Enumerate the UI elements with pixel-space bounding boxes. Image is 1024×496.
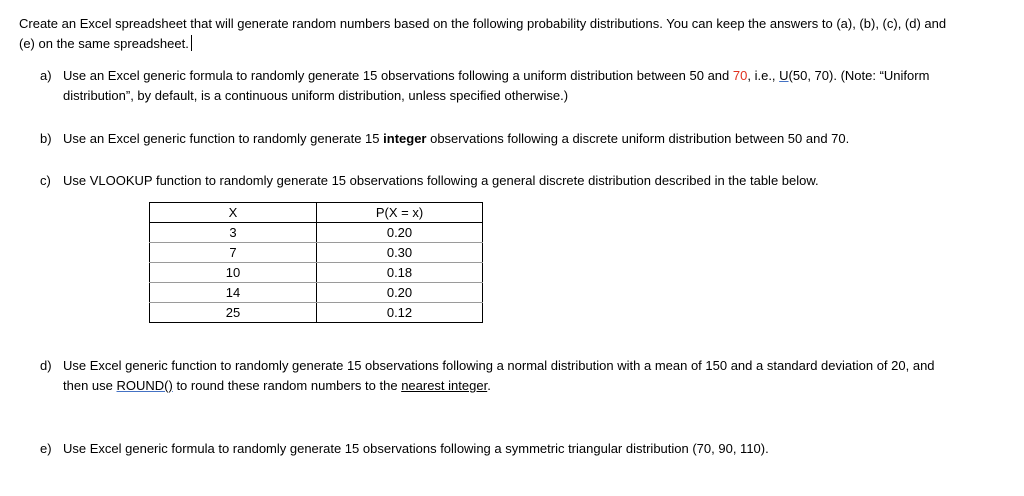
table-cell-p: 0.20: [317, 223, 483, 243]
item-a-post: (50, 70). (Note: “Uniform: [788, 68, 930, 83]
intro-line-2-text: (e) on the same spreadsheet.: [19, 36, 189, 51]
table-row: [150, 243, 483, 263]
table-header-p: P(X = x): [317, 203, 483, 223]
intro-paragraph: [19, 14, 1024, 54]
item-e: [40, 439, 1020, 459]
table-cell-x: 25: [150, 303, 317, 323]
table-cell-p: 0.20: [317, 283, 483, 303]
item-b-label: b): [40, 131, 52, 146]
item-d-post: .: [487, 378, 491, 393]
item-a-line-1: [63, 66, 929, 86]
item-d-mid: to round these random numbers to the: [172, 378, 402, 393]
table-cell-x: 10: [150, 263, 317, 283]
item-d: [40, 356, 1020, 396]
text-cursor: [191, 35, 192, 51]
item-a-u: U: [779, 68, 789, 83]
item-d-line-1: Use Excel generic function to randomly generate 15 observations following a normal distribution with a mean of 150 and a standard deviation of 20, and: [63, 358, 935, 373]
item-a-mid: , i.e.,: [747, 68, 780, 83]
item-c: [40, 171, 1020, 191]
item-a-label: a): [40, 68, 52, 83]
table-row: [150, 303, 483, 323]
table-cell-p: 0.30: [317, 243, 483, 263]
table-row: [150, 223, 483, 243]
distribution-table: [149, 202, 483, 323]
item-d-label: d): [40, 358, 52, 373]
intro-line-2: [19, 34, 1024, 54]
item-d-round: ROUND(): [116, 378, 173, 393]
item-b: [40, 129, 1020, 149]
item-c-label: c): [40, 173, 51, 188]
table-header-row: [150, 203, 483, 223]
item-b-bold: integer: [383, 131, 427, 146]
table-header-x: X: [150, 203, 317, 223]
item-b-text: [63, 129, 849, 149]
table-cell-p: 0.18: [317, 263, 483, 283]
item-a-red-value: 70: [732, 68, 748, 83]
item-d-line-2: [63, 376, 935, 396]
item-e-text: Use Excel generic formula to randomly generate 15 observations following a symmetric triangular distribution (70, 90, 110).: [63, 441, 769, 456]
table-row: [150, 283, 483, 303]
item-d-text: [63, 356, 935, 396]
table-cell-x: 7: [150, 243, 317, 263]
table-cell-p: 0.12: [317, 303, 483, 323]
item-d-nearest: nearest integer: [401, 378, 488, 393]
item-e-label: e): [40, 441, 52, 456]
item-a-pre: Use an Excel generic formula to randomly generate 15 observations following a uniform distribution between 50 and: [63, 68, 733, 83]
item-b-post: observations following a discrete uniform distribution between 50 and 70.: [426, 131, 850, 146]
item-a-text: [63, 66, 929, 106]
intro-line-1: Create an Excel spreadsheet that will generate random numbers based on the following probability distributions. You can keep the answers to (a), (b), (c), (d) and: [19, 16, 947, 31]
table-row: [150, 263, 483, 283]
table-cell-x: 14: [150, 283, 317, 303]
table-cell-x: 3: [150, 223, 317, 243]
item-a: [40, 66, 1020, 106]
item-b-pre: Use an Excel generic function to randomly generate 15: [63, 131, 384, 146]
item-c-text: Use VLOOKUP function to randomly generate 15 observations following a general discrete distribution described in the table below.: [63, 173, 819, 188]
item-d-pre: then use: [63, 378, 117, 393]
item-a-line-2: distribution”, by default, is a continuous uniform distribution, unless specified otherwise.): [63, 88, 569, 103]
